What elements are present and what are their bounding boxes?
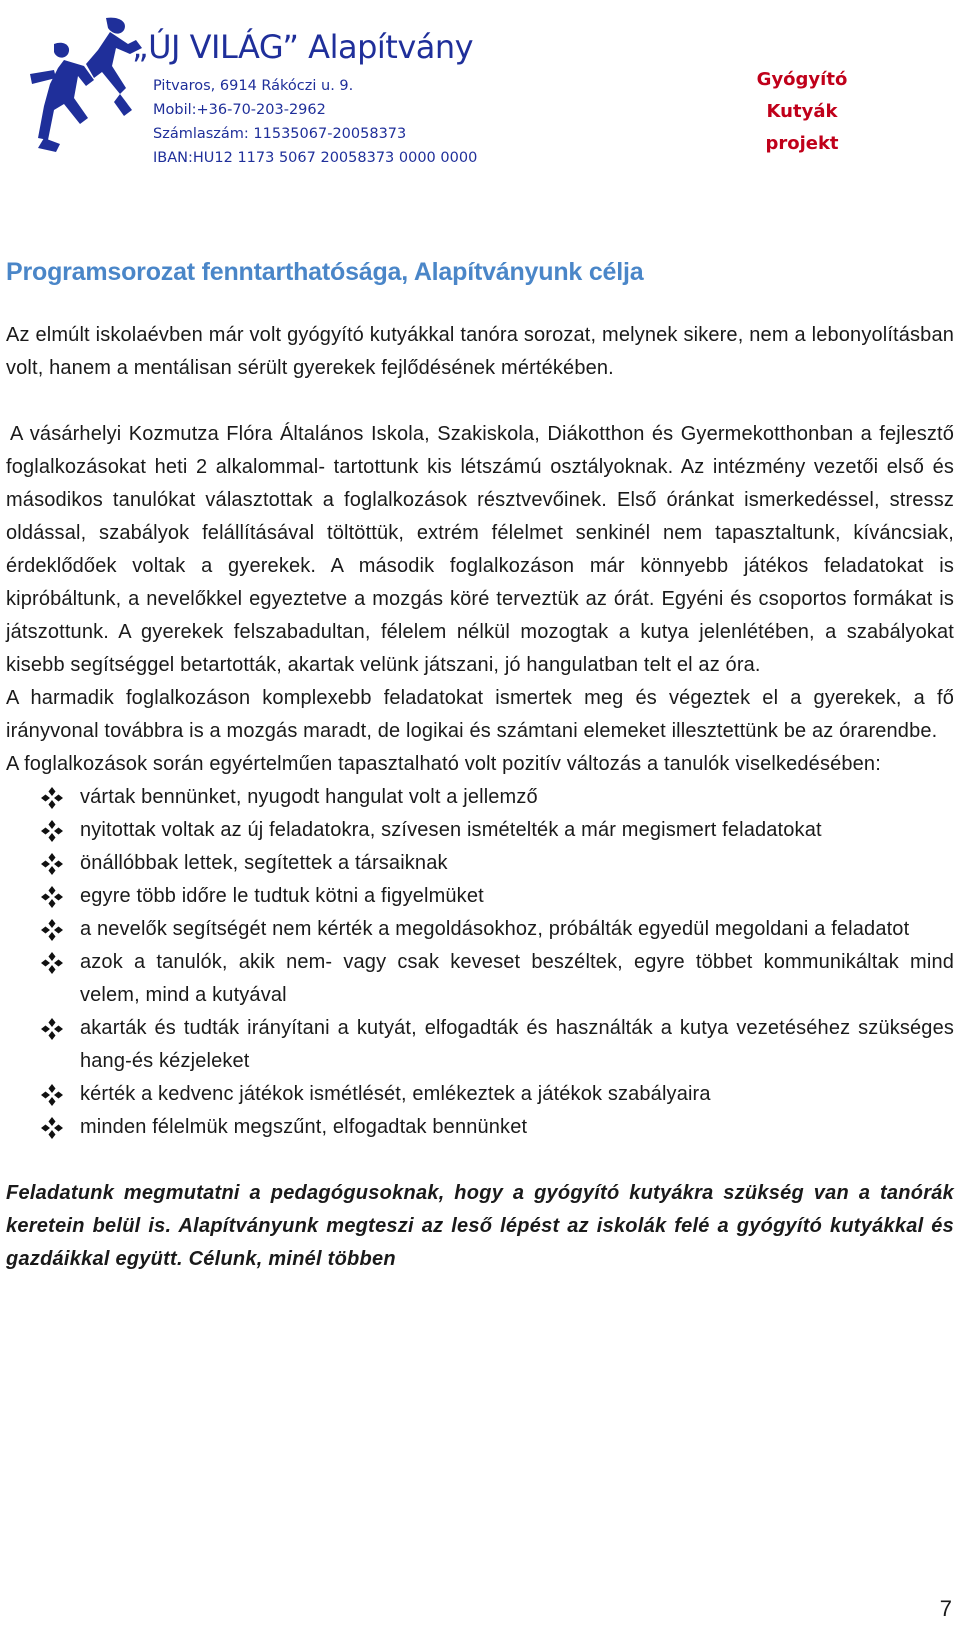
diamond-star-bullet-icon bbox=[40, 819, 64, 843]
paragraph-spacer bbox=[6, 385, 954, 418]
list-item bbox=[6, 781, 954, 814]
paragraph-observed-changes: A foglalkozások során egyértelműen tapasztalható volt pozitív változás a tanulók viselkedésében: bbox=[6, 753, 881, 775]
paragraph-third-session: A harmadik foglalkozáson komplexebb feladatokat ismertek meg és végeztek el a gyerekek, a fő irányvonal továbbra is a mozgás maradt, de logikai és számtani elemeket illesztettünk be az órarendbe. bbox=[6, 687, 954, 742]
document-body bbox=[6, 258, 954, 1276]
list-item bbox=[6, 1012, 954, 1078]
list-item bbox=[6, 946, 954, 1012]
diamond-star-bullet-icon bbox=[40, 885, 64, 909]
list-item bbox=[6, 1111, 954, 1144]
list-item-text: azok a tanulók, akik nem- vagy csak keveset beszéltek, egyre többet kommunikáltak mind velem, mind a kutyával bbox=[80, 951, 954, 1006]
diamond-star-bullet-icon bbox=[40, 1116, 64, 1140]
diamond-star-bullet-icon bbox=[40, 918, 64, 942]
diamond-star-bullet-icon bbox=[40, 951, 64, 975]
list-item-text: kérték a kedvenc játékok ismétlését, emlékeztek a játékok szabályaira bbox=[80, 1083, 711, 1105]
list-item-text: akarták és tudták irányítani a kutyát, elfogadták és használták a kutya vezetéséhez szükséges hang-és kézjeleket bbox=[80, 1017, 954, 1072]
project-label-line-1: Gyógyító Kutyák bbox=[756, 69, 848, 122]
benefits-list bbox=[6, 781, 954, 1144]
list-item-text: minden félelmük megszűnt, elfogadtak bennünket bbox=[80, 1116, 528, 1138]
list-item bbox=[6, 880, 954, 913]
list-item-text: önállóbbak lettek, segítettek a társaiknak bbox=[80, 852, 448, 874]
closing-statement: Feladatunk megmutatni a pedagógusoknak, hogy a gyógyító kutyákra szükség van a tanórák keretein belül is. Alapítványunk megteszi az leső lépést az iskolák felé a gyógyító kutyákkal és gazdáikkal együtt. Célunk, minél többen bbox=[6, 1182, 954, 1270]
list-item-text: nyitottak voltak az új feladatokra, szívesen ismételték a már megismert feladatokat bbox=[80, 819, 822, 841]
foundation-iban: IBAN:HU12 1173 5067 20058373 0000 0000 bbox=[153, 150, 478, 166]
section-heading: Programsorozat fenntarthatósága, Alapítványunk célja bbox=[6, 258, 644, 286]
foundation-contact-details bbox=[153, 74, 477, 170]
page-number: 7 bbox=[939, 1596, 952, 1621]
list-item-text: egyre több időre le tudtuk kötni a figyelmüket bbox=[80, 885, 484, 907]
climbing-people-logo bbox=[24, 14, 149, 154]
diamond-star-bullet-icon bbox=[40, 786, 64, 810]
foundation-name: „ÚJ VILÁG” Alapítvány bbox=[132, 28, 474, 66]
project-label bbox=[722, 64, 882, 160]
diamond-star-bullet-icon bbox=[40, 852, 64, 876]
diamond-star-bullet-icon bbox=[40, 1017, 64, 1041]
list-item bbox=[6, 814, 954, 847]
list-item-text: vártak bennünket, nyugodt hangulat volt a jellemző bbox=[80, 786, 538, 808]
paragraph-intro: Az elmúlt iskolaévben már volt gyógyító kutyákkal tanóra sorozat, melynek sikere, nem a lebonyolításban volt, hanem a mentálisan sérült gyerekek fejlődésének mértékében. bbox=[6, 324, 954, 379]
project-label-line-2: projekt bbox=[765, 133, 839, 154]
paragraph-school-sessions: A vásárhelyi Kozmutza Flóra Általános Iskola, Szakiskola, Diákotthon és Gyermekotthonban a fejlesztő foglalkozásokat heti 2 alkalommal- tartottunk kis létszámú osztályoknak. Az intézmény vezetői első és másodikos tanulókat választottak a foglalkozások résztvevőinek. Első óránkat ismerkedéssel, stressz oldással, szabályok felállításával töltöttük, extrém félelmet senkinél nem tapasztaltunk, kíváncsiak, érdeklődőek voltak a gyerekek. A második foglalkozáson már könnyebb játékos feladatokat is kipróbáltunk, a nevelőkkel egyeztetve a mozgás köré terveztük az órát. Egyéni és csoportos formákat is játszottunk. A gyerekek felszabadultan, félelem nélkül mozogtak a kutya jelenlétében, a szabályokat kisebb segítséggel betartották, akartak velünk játszani, jó hangulatban telt el az óra. bbox=[6, 423, 954, 676]
diamond-star-bullet-icon bbox=[40, 1083, 64, 1107]
foundation-mobile: Mobil:+36-70-203-2962 bbox=[153, 102, 326, 118]
list-item-text: a nevelők segítségét nem kérték a megoldásokhoz, próbálták egyedül megoldani a feladatot bbox=[80, 918, 910, 940]
foundation-account-number: Számlaszám: 11535067-20058373 bbox=[153, 126, 407, 142]
foundation-address: Pitvaros, 6914 Rákóczi u. 9. bbox=[153, 78, 354, 94]
list-item bbox=[6, 913, 954, 946]
list-item bbox=[6, 1078, 954, 1111]
list-item bbox=[6, 847, 954, 880]
